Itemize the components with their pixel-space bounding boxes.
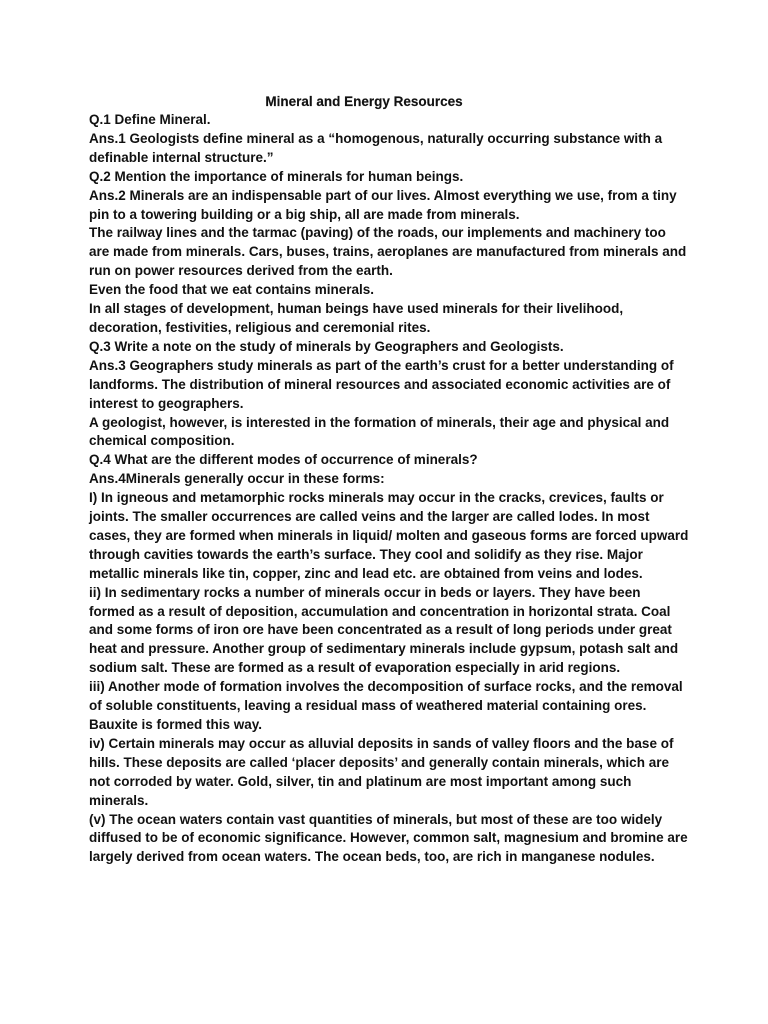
answer-2-paragraph: The railway lines and the tarmac (paving) of the roads, our implements and machinery too are made from minerals. Cars, buses, trains, aeroplanes are manufactured from minerals and run on power resources derived from the earth.: [89, 225, 687, 279]
answer-4-item-3: iii) Another mode of formation involves the decomposition of surface rocks, and the removal of soluble constituents, leaving a residual mass of weathered material containing ores. Bauxite is formed this way.: [89, 679, 683, 732]
document-title: Mineral and Energy Resources: [265, 94, 463, 109]
answer-4-item-1: I) In igneous and metamorphic rocks minerals may occur in the cracks, crevices, faults or joints. The smaller occurrences are called veins and the larger are called lodes. In most cases, they are formed when minerals in liquid/ molten and gaseous forms are forced upward through cavities towards the earth’s surface. They cool and solidify as they rise. Major metallic minerals like tin, copper, zinc and lead etc. are obtained from veins and lodes.: [89, 490, 689, 581]
question-4: Q.4 What are the different modes of occurrence of minerals?: [89, 452, 478, 468]
answer-4-item-4: iv) Certain minerals may occur as alluvial deposits in sands of valley floors and the base of hills. These deposits are called ‘placer deposits’ and generally contain minerals, which are not corroded by water. Gold, silver, tin and platinum are most important among such minerals.: [89, 735, 674, 808]
answer-4: Ans.4Minerals generally occur in these forms:: [89, 471, 385, 487]
document-body: [89, 111, 689, 867]
answer-3-paragraph: A geologist, however, is interested in the formation of minerals, their age and physical and chemical composition.: [89, 414, 670, 449]
question-2: Q.2 Mention the importance of minerals for human beings.: [89, 168, 464, 184]
answer-4-item-2: ii) In sedimentary rocks a number of minerals occur in beds or layers. They have been formed as a result of deposition, accumulation and concentration in horizontal strata. Coal and some forms of iron ore have been concentrated as a result of long periods under great heat and pressure. Another group of sedimentary minerals include gypsum, potash salt and sodium salt. These are formed as a result of evaporation especially in arid regions.: [89, 584, 679, 676]
question-1: Q.1 Define Mineral.: [89, 112, 211, 127]
answer-3: Ans.3 Geographers study minerals as part of the earth’s crust for a better understanding of landforms. The distribution of mineral resources and associated economic activities are of interest to geographers.: [89, 357, 674, 411]
answer-1: Ans.1 Geologists define mineral as a “homogenous, naturally occurring substance with a definable internal structure.”: [89, 130, 663, 165]
answer-4-item-5: (v) The ocean waters contain vast quantities of minerals, but most of these are too widely diffused to be of economic significance. However, common salt, magnesium and bromine are largely derived from ocean waters. The ocean beds, too, are rich in manganese nodules.: [89, 811, 688, 865]
answer-2-paragraph: Even the food that we eat contains minerals.: [89, 282, 375, 298]
answer-2: Ans.2 Minerals are an indispensable part of our lives. Almost everything we use, from a tiny pin to a towering building or a big ship, all are made from minerals.: [89, 187, 677, 222]
answer-2-paragraph: In all stages of development, human beings have used minerals for their livelihood, decoration, festivities, religious and ceremonial rites.: [89, 301, 624, 335]
question-3: Q.3 Write a note on the study of minerals by Geographers and Geologists.: [89, 338, 564, 354]
